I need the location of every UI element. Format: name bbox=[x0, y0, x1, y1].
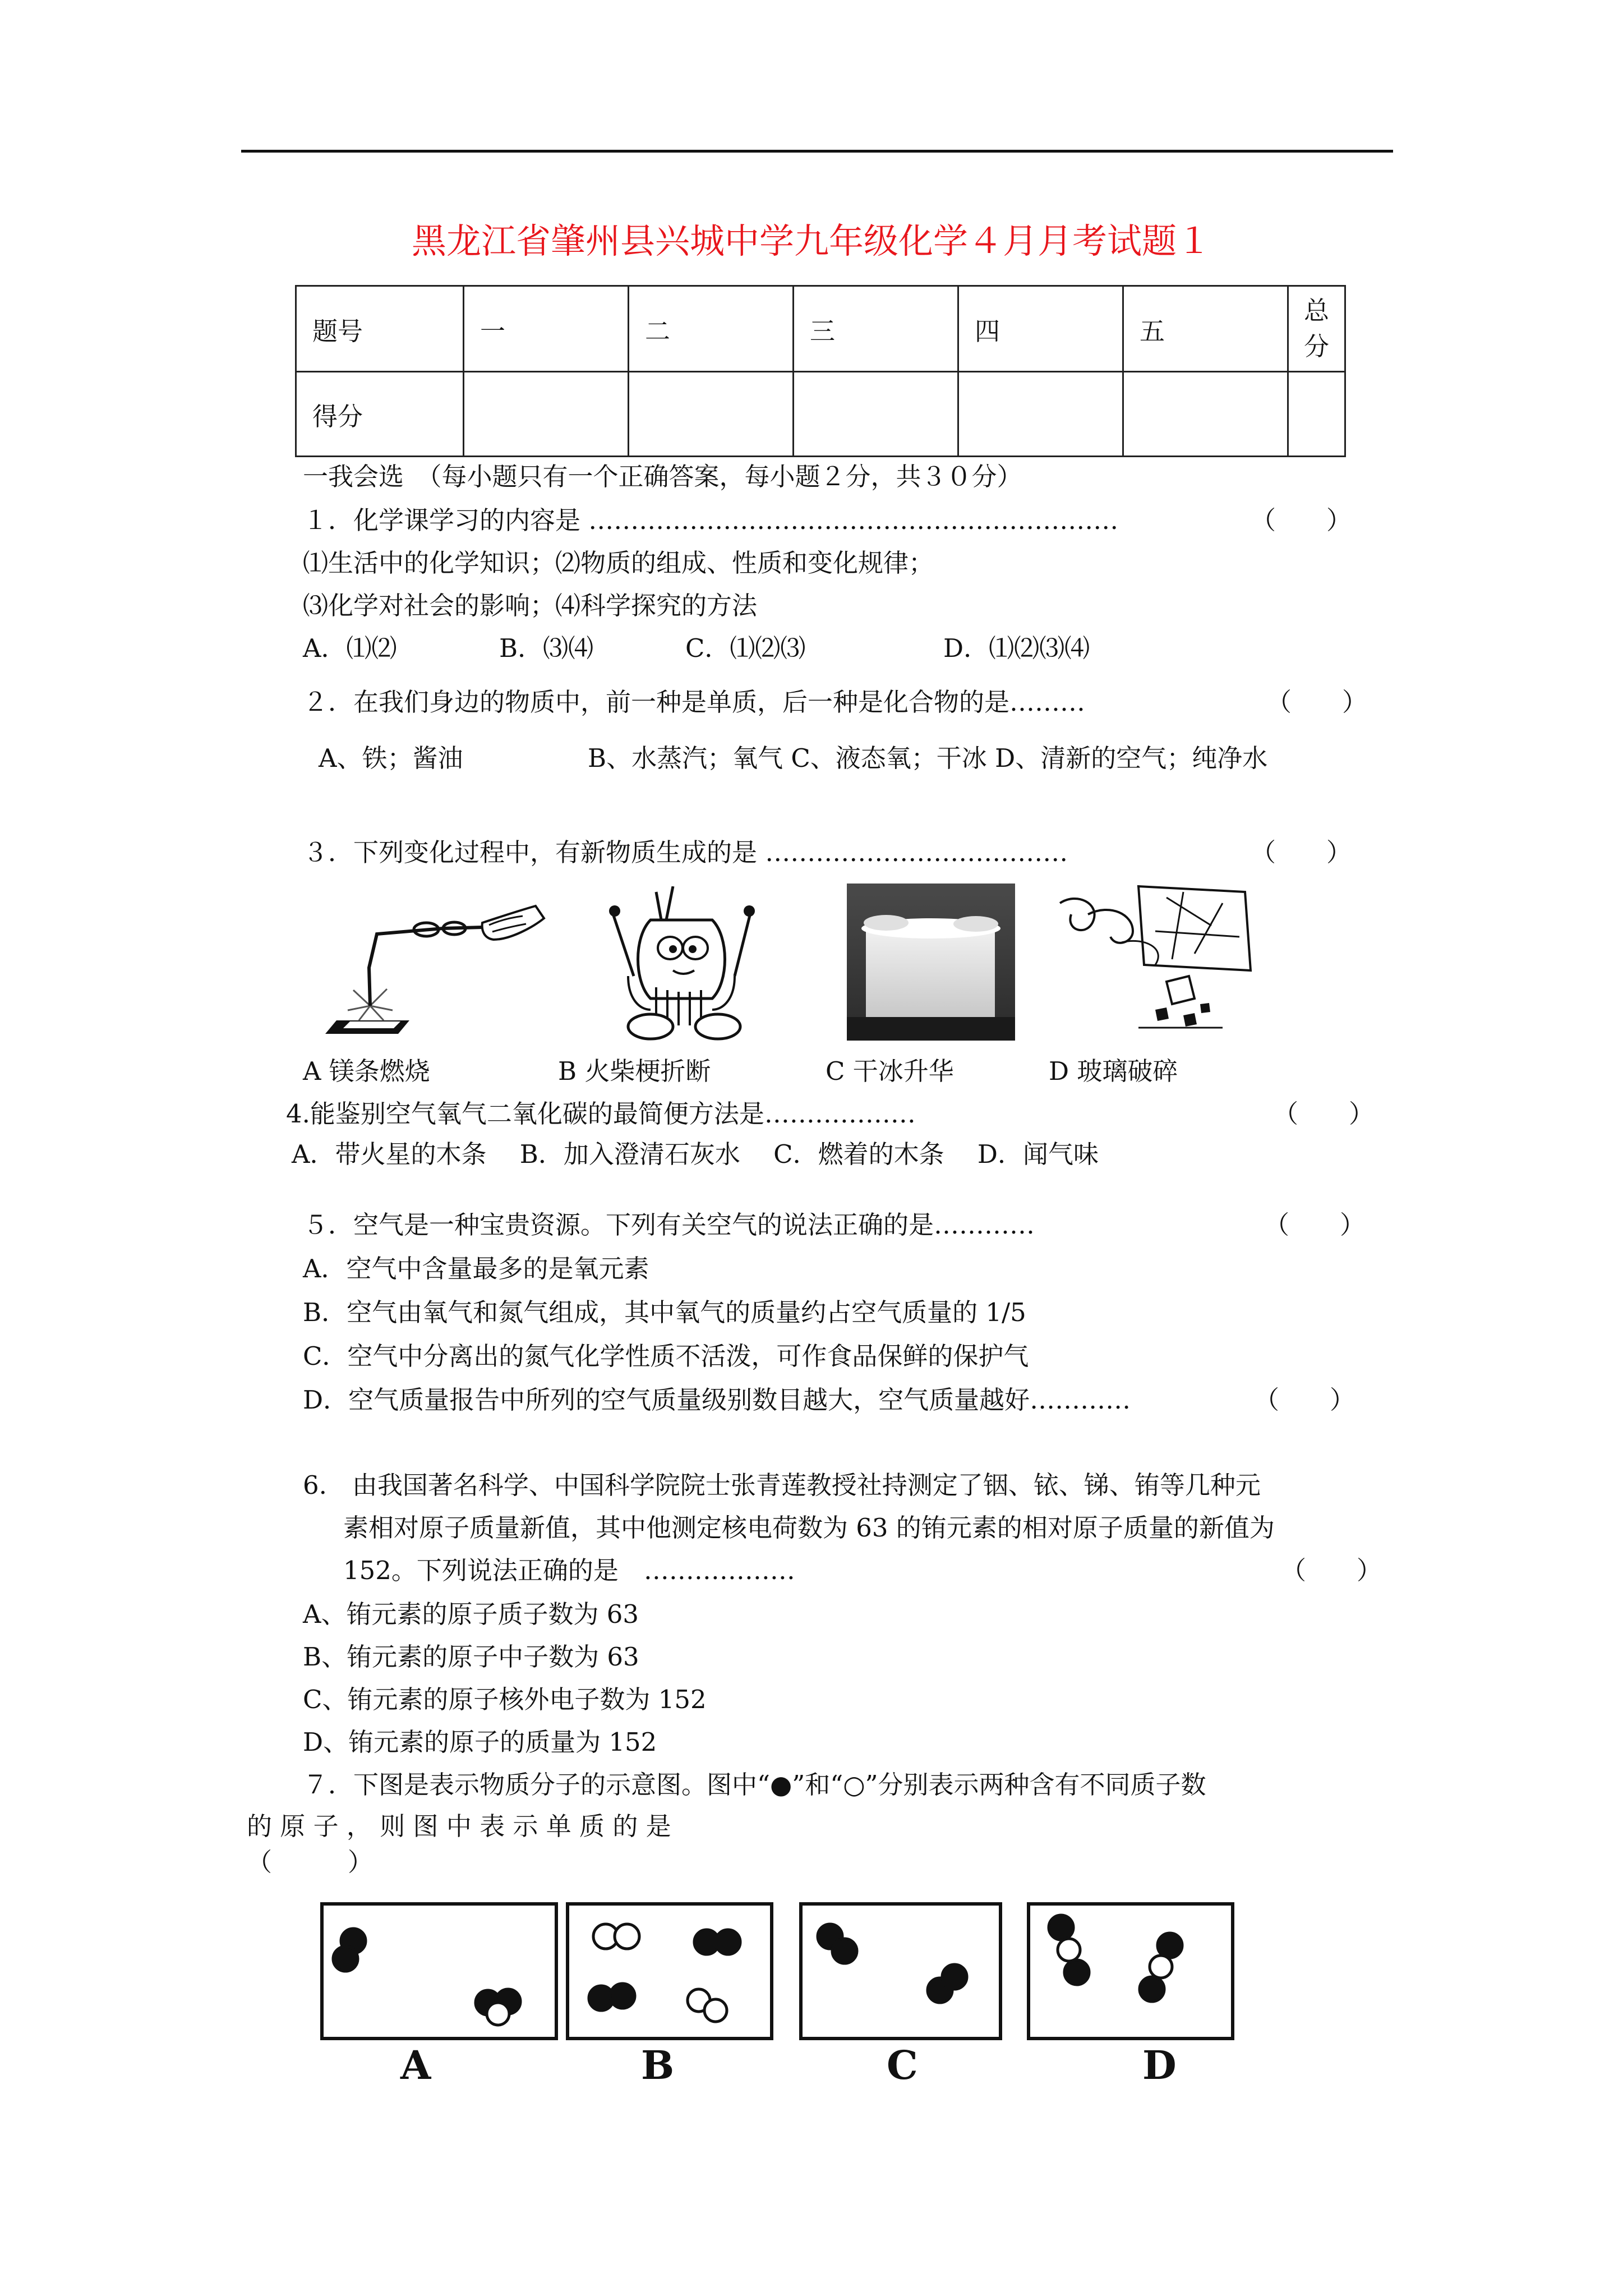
q5-option-b: B．空气由氧气和氮气组成，其中氧气的质量约占空气质量的 1/5 bbox=[303, 1297, 1026, 1327]
header-cell-total bbox=[1288, 286, 1345, 372]
magnesium-burning-figure bbox=[314, 884, 550, 1041]
q1-option-a: A．⑴⑵ bbox=[303, 633, 397, 663]
q5-option-a: A．空气中含量最多的是氧元素 bbox=[303, 1254, 649, 1283]
q1-option-b: B．⑶⑷ bbox=[499, 633, 594, 663]
q1-option-d: D．⑴⑵⑶⑷ bbox=[943, 633, 1090, 663]
q3-stem: ３．下列变化过程中，有新物质生成的是 ……………………………… bbox=[303, 838, 1068, 867]
q5-option-d-paren[interactable]: （ ） bbox=[1254, 1385, 1355, 1415]
q3-answer-paren[interactable]: （ ） bbox=[1251, 838, 1352, 867]
q6-line2: 素相对原子质量新值，其中他测定核电荷数为 63 的铕元素的相对原子质量的新值为 bbox=[343, 1513, 1275, 1543]
q2-option-a: A、铁；酱油 bbox=[319, 743, 463, 773]
q5-option-d: D．空气质量报告中所列的空气质量级别数目越大，空气质量越好………… bbox=[303, 1385, 1131, 1415]
q6-option-a: A、铕元素的原子质子数为 63 bbox=[303, 1599, 639, 1629]
q6-option-b: B、铕元素的原子中子数为 63 bbox=[303, 1642, 639, 1672]
q6-answer-paren[interactable]: （ ） bbox=[1281, 1556, 1382, 1585]
section-heading: 一我会选 （每小题只有一个正确答案，每小题２分，共３０分） bbox=[303, 462, 1022, 491]
q2-options-bcd: B、水蒸汽；氧气 C、液态氧；干冰 D、清新的空气；纯净水 bbox=[588, 743, 1268, 773]
q5-stem: ５．空气是一种宝贵资源。下列有关空气的说法正确的是………… bbox=[303, 1210, 1035, 1240]
molecule-box-b bbox=[568, 1904, 772, 2039]
q3-caption-d: D 玻璃破碎 bbox=[1049, 1056, 1178, 1086]
q7-line2: 的 原 子 ， 则 图 中 表 示 单 质 的 是 bbox=[247, 1811, 671, 1841]
q4-answer-paren[interactable]: （ ） bbox=[1273, 1099, 1375, 1129]
score-cell-total[interactable] bbox=[1288, 372, 1345, 457]
molecule-box-c bbox=[801, 1904, 1000, 2039]
score-cell-2[interactable] bbox=[629, 372, 794, 457]
score-table-header-row bbox=[296, 286, 1345, 372]
q1-stem: １．化学课学习的内容是 ……………………………………………………… bbox=[303, 505, 1119, 535]
total-line-2: 分 bbox=[1303, 332, 1329, 361]
q2-stem: ２．在我们身边的物质中，前一种是单质，后一种是化合物的是……… bbox=[303, 687, 1086, 717]
score-cell-1[interactable] bbox=[464, 372, 629, 457]
match-breaking-figure bbox=[594, 886, 780, 1043]
header-cell-2: 二 bbox=[629, 286, 794, 372]
header-cell-3: 三 bbox=[794, 286, 958, 372]
q1-option-c: C．⑴⑵⑶ bbox=[685, 633, 806, 663]
total-line-1: 总 bbox=[1303, 296, 1329, 325]
q6-line1: 6. 由我国著名科学、中国科学院院士张青莲教授社持测定了铟、铱、锑、铕等几种元 bbox=[303, 1470, 1261, 1500]
score-cell-5[interactable] bbox=[1123, 372, 1288, 457]
score-row-label: 得分 bbox=[296, 372, 464, 457]
score-cell-4[interactable] bbox=[958, 372, 1123, 457]
q5-answer-paren[interactable]: （ ） bbox=[1264, 1210, 1366, 1240]
q7-answer-paren[interactable]: （ ） bbox=[247, 1847, 374, 1877]
score-table bbox=[295, 285, 1346, 457]
molecule-diagrams bbox=[320, 1902, 1273, 2115]
dry-ice-figure bbox=[847, 884, 1015, 1041]
q5-option-c: C．空气中分离出的氮气化学性质不活泼，可作食品保鲜的保护气 bbox=[303, 1341, 1029, 1371]
molecule-box-d bbox=[1029, 1904, 1233, 2039]
header-cell-4: 四 bbox=[958, 286, 1123, 372]
q1-line1: ⑴生活中的化学知识；⑵物质的组成、性质和变化规律； bbox=[303, 548, 934, 578]
q1-line2: ⑶化学对社会的影响；⑷科学探究的方法 bbox=[303, 591, 758, 620]
header-cell-5: 五 bbox=[1123, 286, 1288, 372]
q1-answer-paren[interactable]: （ ） bbox=[1251, 505, 1352, 535]
q3-caption-a: A 镁条燃烧 bbox=[303, 1056, 430, 1086]
q7-line1: ７．下图是表示物质分子的示意图。图中“●”和“○”分别表示两种含有不同质子数 bbox=[303, 1770, 1206, 1800]
q3-caption-b: B 火柴梗折断 bbox=[558, 1056, 711, 1086]
page-title: 黑龙江省肇州县兴城中学九年级化学４月月考试题１ bbox=[411, 220, 1211, 261]
q4-stem: 4.能鉴别空气氧气二氧化碳的最简便方法是……………… bbox=[286, 1099, 916, 1129]
q6-line3: 152。下列说法正确的是 ……………… bbox=[343, 1556, 795, 1585]
header-cell-1: 一 bbox=[464, 286, 629, 372]
q3-caption-c: C 干冰升华 bbox=[826, 1056, 954, 1086]
molecule-label-b: B bbox=[641, 2042, 675, 2088]
molecule-label-d: D bbox=[1142, 2042, 1177, 2088]
score-cell-3[interactable] bbox=[794, 372, 958, 457]
molecule-box-a bbox=[322, 1904, 556, 2039]
header-cell-label: 题号 bbox=[296, 286, 464, 372]
broken-glass-figure bbox=[1054, 881, 1267, 1038]
molecule-label-a: A bbox=[400, 2042, 431, 2088]
q2-answer-paren[interactable]: （ ） bbox=[1266, 687, 1368, 717]
molecule-label-c: C bbox=[887, 2042, 918, 2088]
q6-option-c: C、铕元素的原子核外电子数为 152 bbox=[303, 1685, 707, 1714]
score-table-score-row bbox=[296, 372, 1345, 457]
q4-options: A．带火星的木条 B．加入澄清石灰水 C．燃着的木条 D．闻气味 bbox=[292, 1139, 1099, 1169]
top-rule bbox=[241, 150, 1393, 153]
q6-option-d: D、铕元素的原子的质量为 152 bbox=[303, 1727, 657, 1757]
